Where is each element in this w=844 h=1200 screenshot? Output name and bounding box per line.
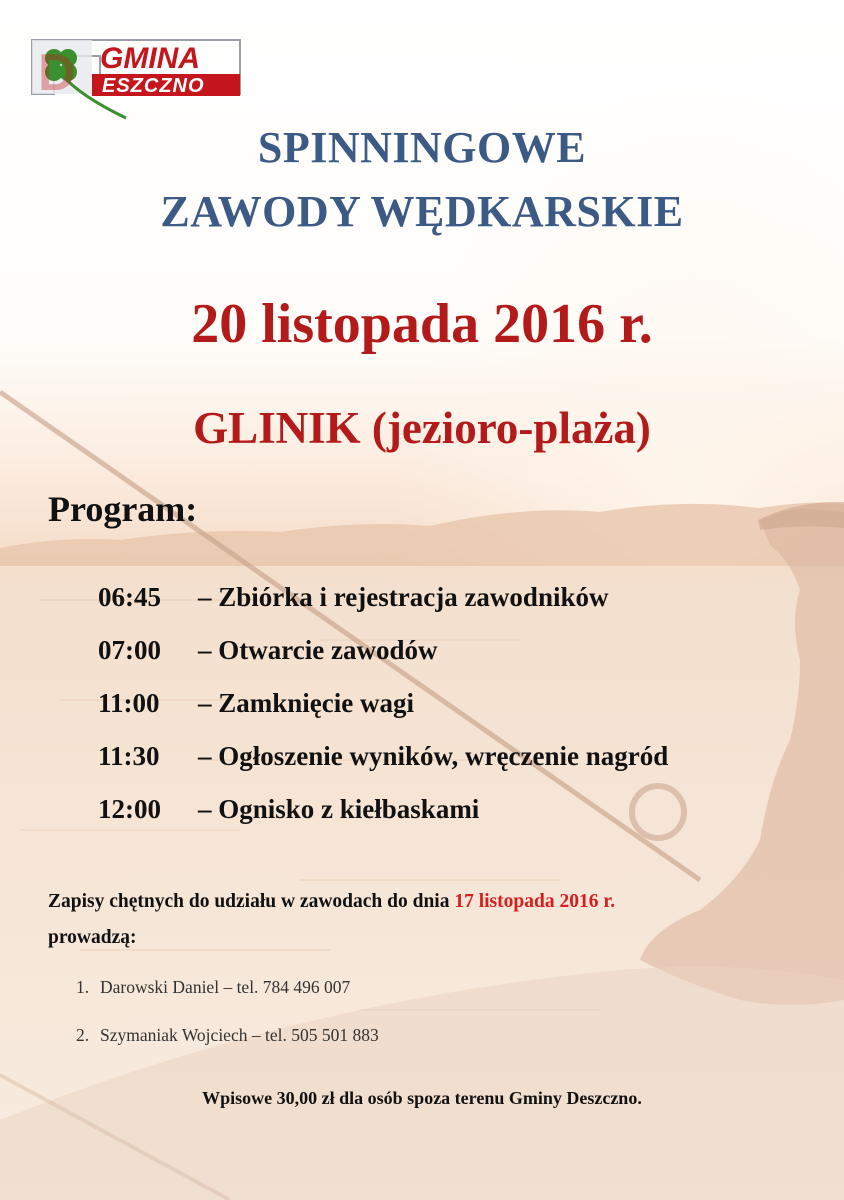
schedule-time: 07:00 <box>98 635 161 665</box>
contact-text: Darowski Daniel – tel. 784 496 007 <box>100 977 351 997</box>
schedule-desc: – Ogłoszenie wyników, wręczenie nagród <box>198 741 669 771</box>
logo-gmina-deszczno <box>30 34 250 124</box>
program-heading: Program: <box>48 489 198 529</box>
schedule-row <box>98 682 668 735</box>
schedule-row <box>98 576 668 629</box>
event-date: 20 listopada 2016 r. <box>191 293 653 355</box>
signup-deadline: 17 listopada 2016 r. <box>454 891 616 912</box>
signup-lead: prowadzą: <box>48 927 137 948</box>
entry-fee-note: Wpisowe 30,00 zł dla osób spoza terenu Gminy Deszczno. <box>202 1088 642 1108</box>
contact-item <box>76 972 379 1020</box>
schedule-row <box>98 629 668 682</box>
schedule-desc: – Otwarcie zawodów <box>198 635 438 665</box>
contact-item <box>76 1020 379 1068</box>
schedule-time: 11:00 <box>98 688 160 718</box>
event-place: GLINIK (jezioro-plaża) <box>193 403 651 453</box>
schedule-desc: – Ognisko z kiełbaskami <box>198 794 480 824</box>
signup-text: Zapisy chętnych do udziału w zawodach do dnia <box>48 891 450 912</box>
contact-text: Szymaniak Wojciech – tel. 505 501 883 <box>100 1025 379 1045</box>
signup-info <box>48 884 828 956</box>
schedule-time: 12:00 <box>98 794 161 824</box>
title-line1: SPINNINGOWE <box>257 123 587 172</box>
logo-initial: D <box>38 44 76 102</box>
contact-number: 2. <box>76 1025 90 1045</box>
program-schedule <box>98 576 668 841</box>
logo-line2: ESZCZNO <box>102 75 205 97</box>
contact-list <box>76 972 379 1068</box>
schedule-desc: – Zamknięcie wagi <box>198 688 414 718</box>
contact-number: 1. <box>76 977 90 997</box>
schedule-row <box>98 788 668 841</box>
schedule-time: 06:45 <box>98 582 161 612</box>
title-line2: ZAWODY WĘDKARSKIE <box>160 187 684 236</box>
schedule-time: 11:30 <box>98 741 160 771</box>
schedule-desc: – Zbiórka i rejestracja zawodników <box>198 582 609 612</box>
schedule-row <box>98 735 668 788</box>
signup-line <box>48 884 828 920</box>
logo-line1: GMINA <box>100 42 200 75</box>
